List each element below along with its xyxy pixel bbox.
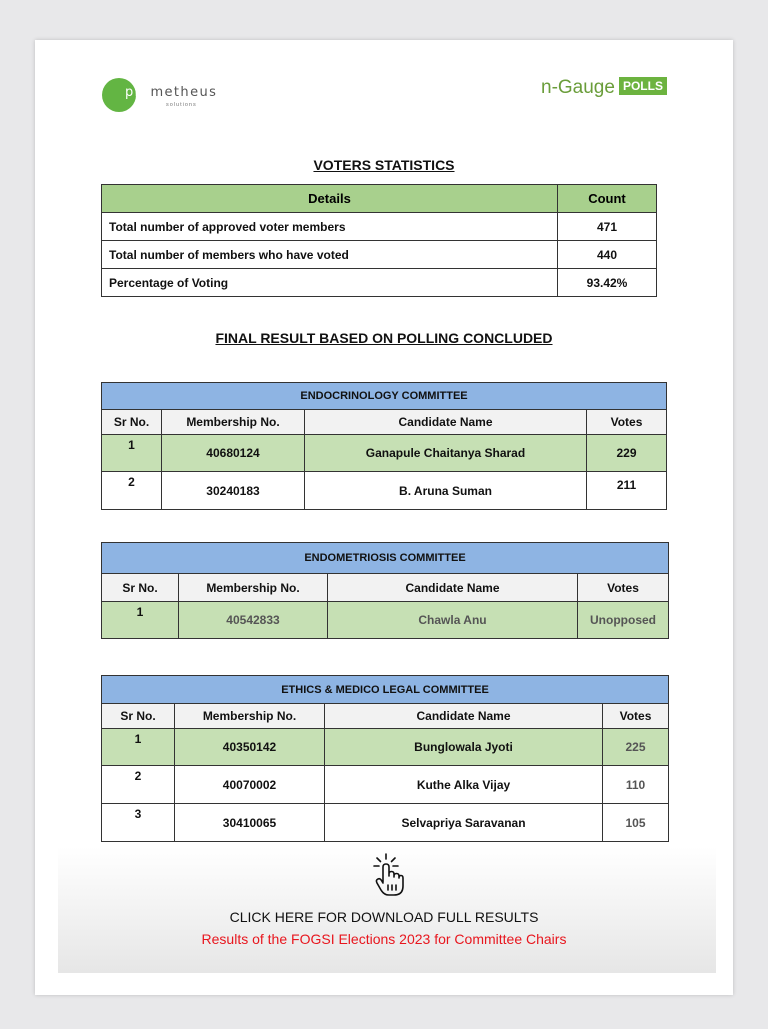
votes: 110 [603, 766, 669, 804]
logo-text-part2: metheus [150, 85, 218, 100]
polls-badge: POLLS [619, 77, 667, 95]
sr-no: 3 [102, 804, 175, 842]
membership-no: 30240183 [162, 472, 305, 510]
sr-no: 1 [102, 602, 179, 639]
votes: 105 [603, 804, 669, 842]
column-header-candidate: Candidate Name [325, 704, 603, 729]
row-value: 471 [558, 213, 657, 241]
ngauge-polls-logo [541, 77, 667, 99]
column-header-candidate: Candidate Name [328, 574, 578, 602]
column-header-details: Details [102, 185, 558, 213]
column-header-votes: Votes [578, 574, 669, 602]
votes: 211 [587, 472, 667, 510]
membership-no: 40680124 [162, 435, 305, 472]
final-result-heading: FINAL RESULT BASED ON POLLING CONCLUDED [215, 330, 553, 346]
candidate-name: Kuthe Alka Vijay [325, 766, 603, 804]
logo-text-part1: pro [125, 85, 151, 100]
votes: 225 [603, 729, 669, 766]
column-header-count: Count [558, 185, 657, 213]
membership-no: 40542833 [179, 602, 328, 639]
column-header-sr: Sr No. [102, 574, 179, 602]
candidate-name: Selvapriya Saravanan [325, 804, 603, 842]
column-header-membership: Membership No. [179, 574, 328, 602]
votes: 229 [587, 435, 667, 472]
voters-statistics-heading: VOTERS STATISTICS [313, 157, 455, 173]
pointer-hand-icon[interactable] [372, 852, 406, 898]
sr-no: 1 [102, 435, 162, 472]
table-header-row [102, 410, 667, 435]
votes: Unopposed [578, 602, 669, 639]
row-label: Total number of approved voter members [102, 213, 558, 241]
ethics-medico-legal-committee-table [101, 675, 669, 842]
candidate-name: Bunglowala Jyoti [325, 729, 603, 766]
table-row [102, 602, 669, 639]
table-header-row [102, 185, 657, 213]
results-subtitle-link[interactable]: Results of the FOGSI Elections 2023 for Committee Chairs [201, 931, 567, 947]
endocrinology-committee-table [101, 382, 667, 510]
membership-no: 40350142 [175, 729, 325, 766]
column-header-membership: Membership No. [162, 410, 305, 435]
table-header-row [102, 704, 669, 729]
row-label: Percentage of Voting [102, 269, 558, 297]
table-row [102, 435, 667, 472]
candidate-name: Ganapule Chaitanya Sharad [305, 435, 587, 472]
row-label: Total number of members who have voted [102, 241, 558, 269]
table-row [102, 213, 657, 241]
prometheus-logo [102, 78, 242, 114]
membership-no: 30410065 [175, 804, 325, 842]
voters-statistics-table [101, 184, 657, 297]
table-row [102, 804, 669, 842]
table-row [102, 269, 657, 297]
row-value: 440 [558, 241, 657, 269]
table-row [102, 472, 667, 510]
membership-no: 40070002 [175, 766, 325, 804]
sr-no: 2 [102, 766, 175, 804]
row-value: 93.42% [558, 269, 657, 297]
sr-no: 2 [102, 472, 162, 510]
column-header-membership: Membership No. [175, 704, 325, 729]
logo-subtext: solutions [166, 102, 197, 108]
committee-title: ENDOCRINOLOGY COMMITTEE [102, 383, 667, 410]
table-header-row [102, 574, 669, 602]
candidate-name: Chawla Anu [328, 602, 578, 639]
table-row [102, 766, 669, 804]
column-header-sr: Sr No. [102, 410, 162, 435]
column-header-votes: Votes [603, 704, 669, 729]
endometriosis-committee-table [101, 542, 669, 639]
column-header-votes: Votes [587, 410, 667, 435]
candidate-name: B. Aruna Suman [305, 472, 587, 510]
column-header-sr: Sr No. [102, 704, 175, 729]
column-header-candidate: Candidate Name [305, 410, 587, 435]
sr-no: 1 [102, 729, 175, 766]
table-row [102, 729, 669, 766]
committee-title: ETHICS & MEDICO LEGAL COMMITTEE [102, 676, 669, 704]
committee-title: ENDOMETRIOSIS COMMITTEE [102, 543, 669, 574]
download-full-results-link[interactable]: CLICK HERE FOR DOWNLOAD FULL RESULTS [229, 909, 539, 925]
table-row [102, 241, 657, 269]
ngauge-logo-text: n-Gauge [541, 77, 615, 98]
